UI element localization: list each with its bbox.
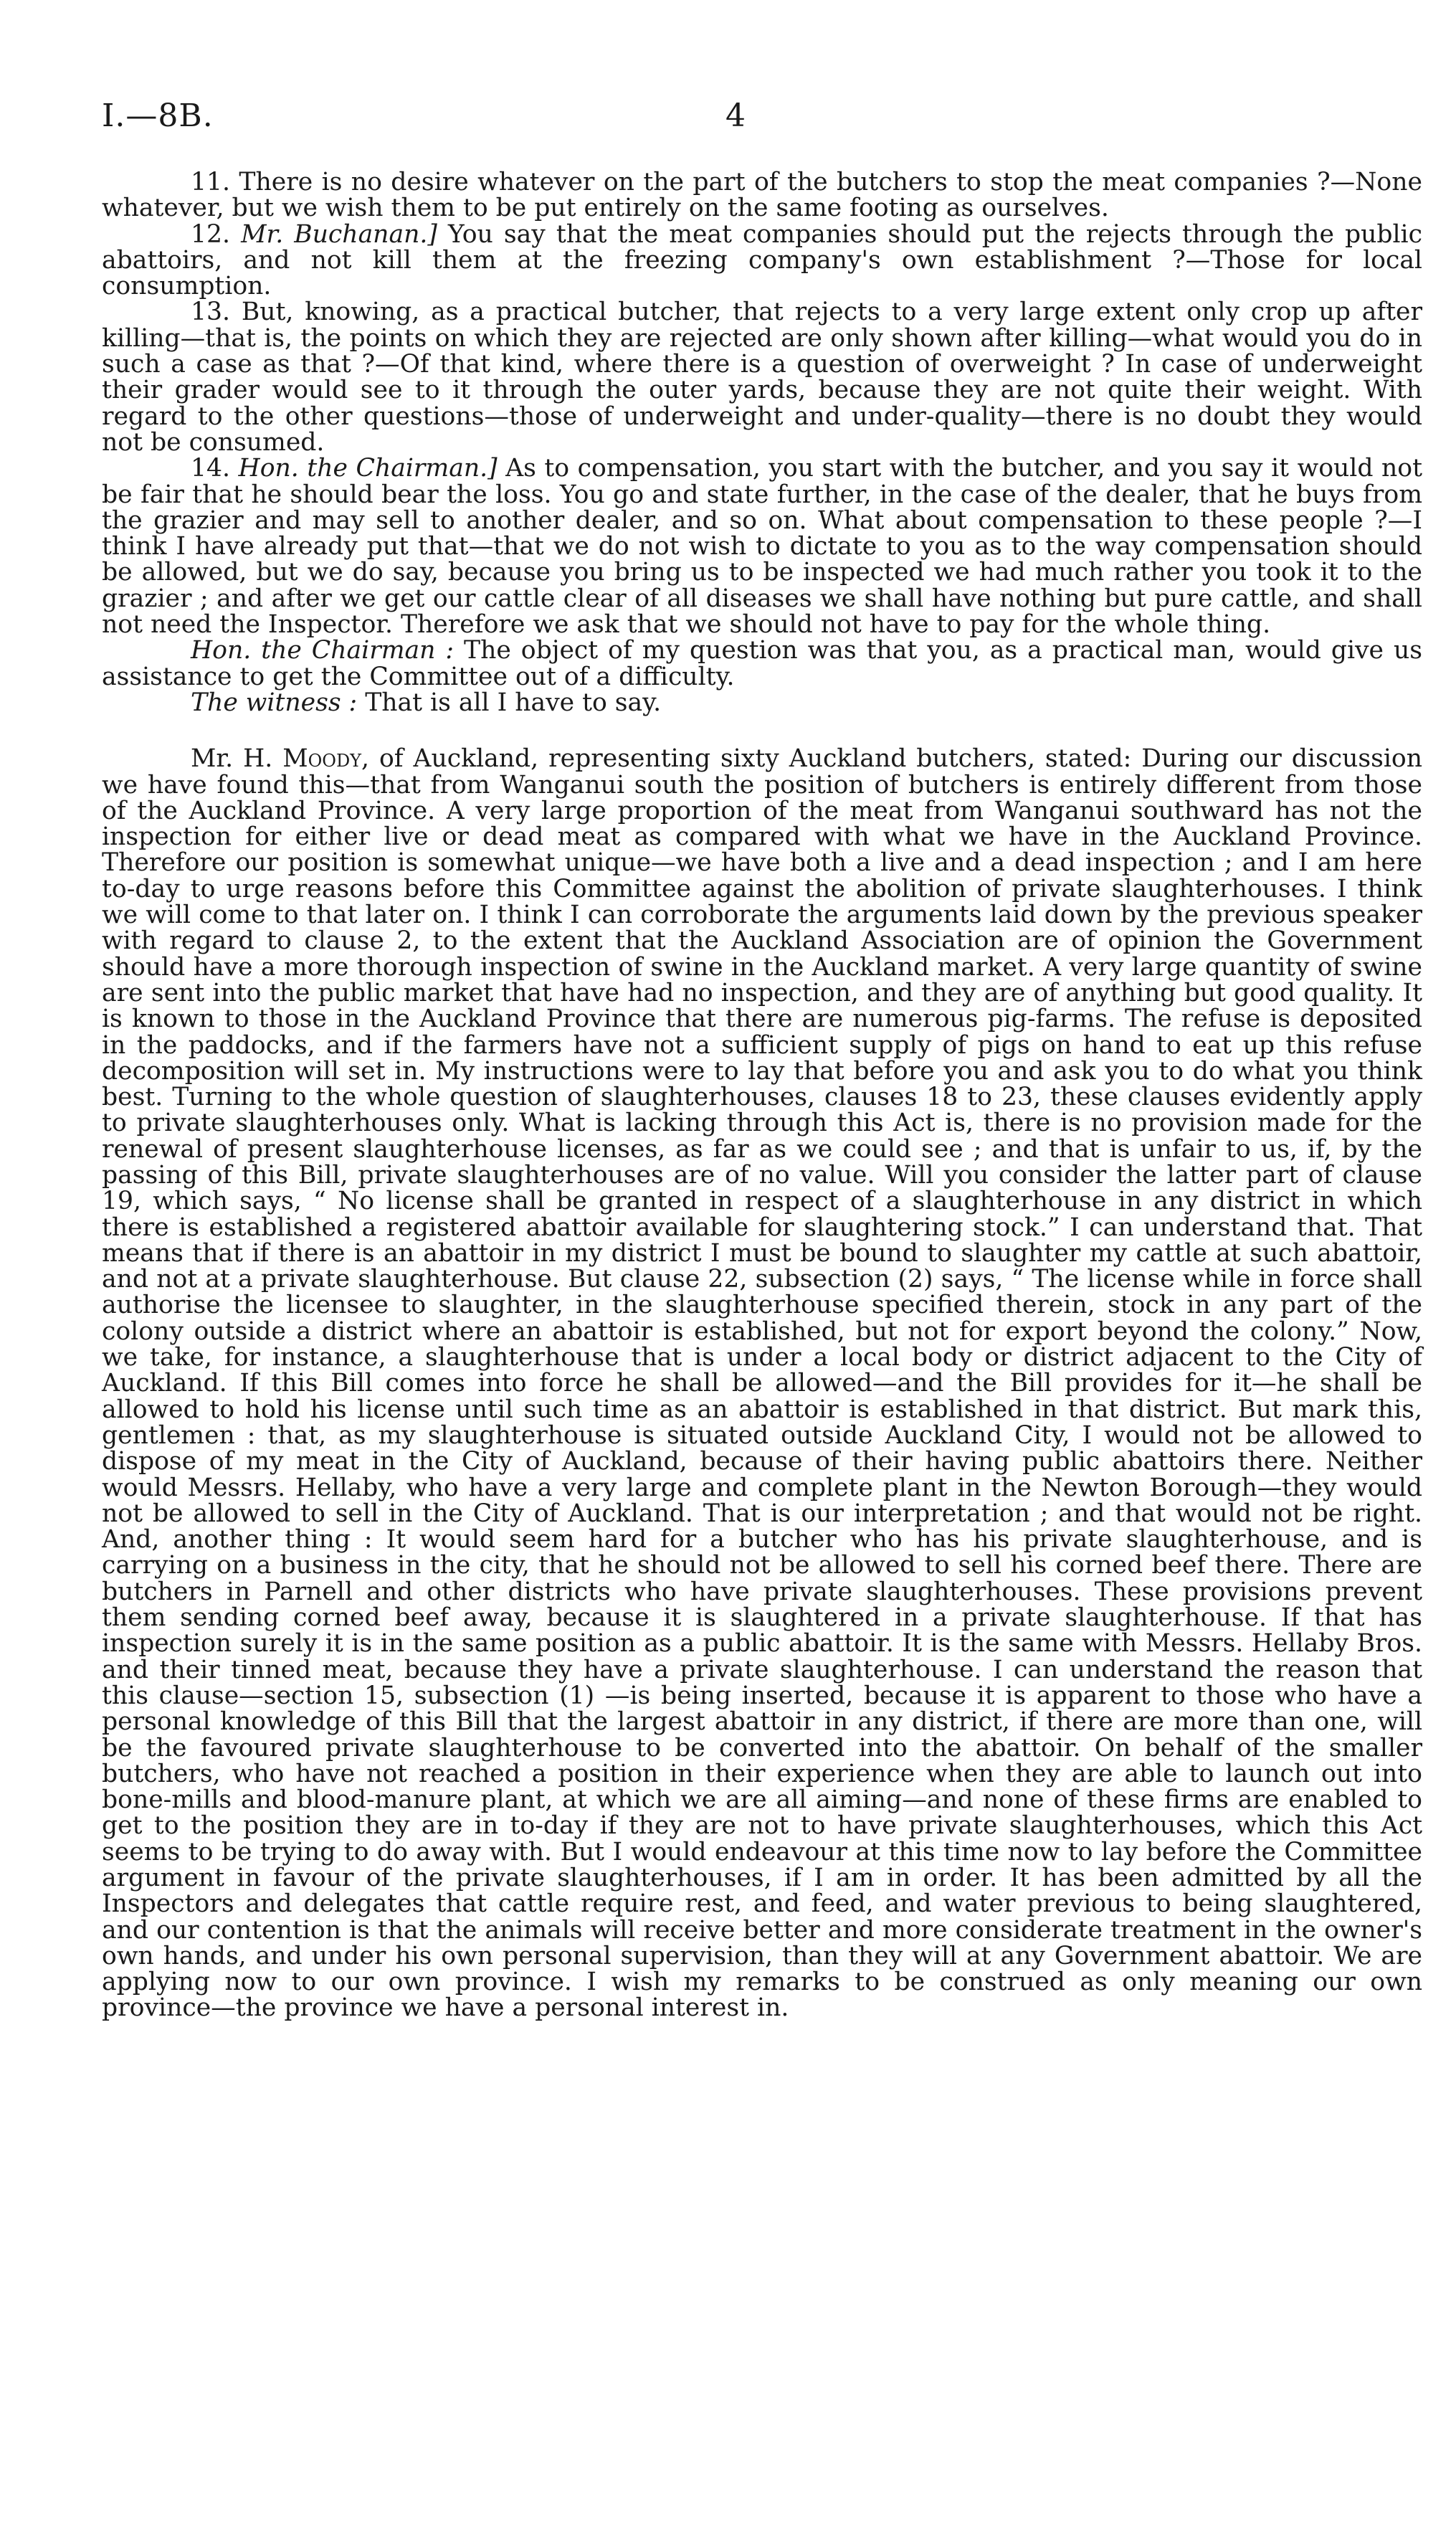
paragraph-text: There is no desire whatever on the part of the butchers to stop the meat companies ?—None whatever, but we wish them to be put entirely on the same footing as ourselves. [102,168,1422,223]
statement-text: , of Auckland, representing sixty Auckland butchers, stated: During our discussion we have found this—that from Wanganui south the position of butchers is entirely different from those of the Auckland Province. A very large proportion of the meat from Wanganui southward has not the inspection for either live or dead meat as compared with what we have in the Auckland Province. Therefore our position is somewhat unique—we have both a live and a dead inspection ; and I am here to-day to urge reasons before this Committee against the abolition of private slaughterhouses. I think we will come to that later on. I think I can corroborate the arguments laid down by the previous speaker with regard to clause 2, to the extent that the Auckland Association are of opinion the Government should have a more thorough inspection of swine in the Auckland market. A very large quantity of swine are sent into the public market that have had no inspection, and they are of anything but good quality. It is known to those in the Auckland Province that there are numerous pig-farms. The refuse is deposited in the paddocks, and if the farmers have not a sufficient supply of pigs on hand to eat up this refuse decomposition will set in. My instructions were to lay that before you and ask you to do what you think best. Turning to the whole question of slaughterhouses, clauses 18 to 23, these clauses evidently apply to private slaughterhouses only. What is lacking through this Act is, there is no provision made for the renewal of present slaughterhouse licenses, as far as we could see ; and that is unfair to us, if, by the passing of this Bill, private slaughterhouses are of no value. Will you consider the latter part of clause 19, which says, “ No license shall be granted in respect of a slaughterhouse in any district in which there is established a registered abattoir available for slaughtering stock.” I can understand that. That means that if there is an abattoir in my district I must be bound to slaughter my cattle at such abattoir, and not at a private slaughterhouse. But clause 22, subsection (2) says, “ The license while in force shall authorise the licensee to slaughter, in the slaughterhouse specified therein, stock in any part of the colony outside a district where an abattoir is established, but not for export beyond the colony.” Now, we take, for instance, a slaughterhouse that is under a local body or district adjacent to the City of Auckland. If this Bill comes into force he shall be allowed—and the Bill provides for it—he shall be allowed to hold his license until such time as an abattoir is established in that district. But mark this, gentlemen : that, as my slaughterhouse is situated outside Auckland City, I would not be allowed to dispose of my meat in the City of Auckland, because of their having public abattoirs there. Neither would Messrs. Hellaby, who have a very large and complete plant in the Newton Borough—they would not be allowed to sell in the City of Auckland. That is our interpretation ; and that would not be right. And, another thing : It would seem hard for a butcher who has his private slaughterhouse, and is carrying on a business in the city, that he should not be allowed to sell his corned beef there. There are butchers in Parnell and other districts who have private slaughterhouses. These provisions prevent them sending corned beef away, because it is slaughtered in a private slaughterhouse. If that has inspection surely it is in the same position as a public abattoir. It is the same with Messrs. Hellaby Bros. and their tinned meat, because they have a private slaughterhouse. I can understand the reason that this clause—section 15, subsection (1) —is being inserted, because it is apparent to those who have a personal knowledge of this Bill that the largest abattoir in any district, if there are more than one, will be the favoured private slaughterhouse to be converted into the abattoir. On behalf of the smaller butchers, who have not reached a position in their experience when they are able to launch out into bone-mills and blood-manure plant, at which we are all aiming—and none of these firms are enabled to get to the position they are in to-day if they are not to have private slaughterhouses, which this Act seems to be trying to do away with. But I would endeavour at this time now to lay before the Committee argument in favour of the private slaughterhouses, if I am in order. It has been admitted by all the Inspectors and delegates that cattle require rest, and feed, and water previous to being slaughtered, and our contention is that the animals will receive better and more considerate treatment in the owner's own hands, and under his own personal supervision, than they will at any Government abattoir. We are applying now to our own province. I wish my remarks to be construed as only meaning our own province—the province we have a personal interest in. [102,744,1422,2023]
document-reference: I.—8B. [102,98,214,134]
paragraph-number: 13. [191,298,230,327]
paragraph-number: 11. [191,168,230,196]
witness-prefix: Mr. H. [191,744,273,774]
page-header [102,98,1428,148]
speaker-label: Mr. Buchanan.] [241,219,437,249]
paragraph-text: The object of my question was that you, as a practical man, would give us assistance to get the Committee out of a difficulty. [102,636,1423,691]
paragraph-11 [102,169,1422,222]
witness-remark [102,690,1422,716]
paragraph-text: You say that the meat companies should put the rejects through the public abattoirs, and not kill them at the freezing company's own establishment ?—Those for local consumption. [102,219,1422,301]
paragraph-number: 14. [191,454,230,483]
paragraph-14 [102,454,1422,640]
witness-name: Moody [282,744,362,774]
speaker-label: The witness : [191,688,358,717]
chairman-remark [102,637,1422,690]
paragraph-13 [102,299,1422,455]
document-body [102,169,1422,2021]
moody-statement [102,746,1422,2021]
paragraph-12 [102,219,1422,301]
paragraph-text: That is all I have to say. [365,688,662,717]
speaker-label: Hon. the Chairman.] [238,454,498,483]
speaker-label: Hon. the Chairman : [191,636,455,665]
page-number: 4 [725,98,746,134]
paragraph-text: But, knowing, as a practical butcher, that rejects to a very large extent only crop up after killing—that is, the points on which they are rejected are only shown after killing—what would you do in such a case as that ?—Of that kind, where there is a question of overweight ? In case of underweight their grader would see to it through the outer yards, because they are not quite their weight. With regard to the other questions—those of underweight and under-quality—there is no doubt they would not be consumed. [102,298,1423,457]
paragraph-number: 12. [191,219,230,249]
paragraph-text: As to compensation, you start with the butcher, and you say it would not be fair that he should bear the loss. You go and state further, in the case of the dealer, that he buys from the grazier and may sell to another dealer, and so on. What about compensation to these people ?—I think I have already put that—that we do not wish to dictate to you as to the way compensation should be allowed, but we do say, because you bring us to be inspected we had much rather you took it to the grazier ; and after we get our cattle clear of all diseases we shall have nothing but pure cattle, and shall not need the Inspector. Therefore we ask that we should not have to pay for the whole thing. [102,454,1422,640]
